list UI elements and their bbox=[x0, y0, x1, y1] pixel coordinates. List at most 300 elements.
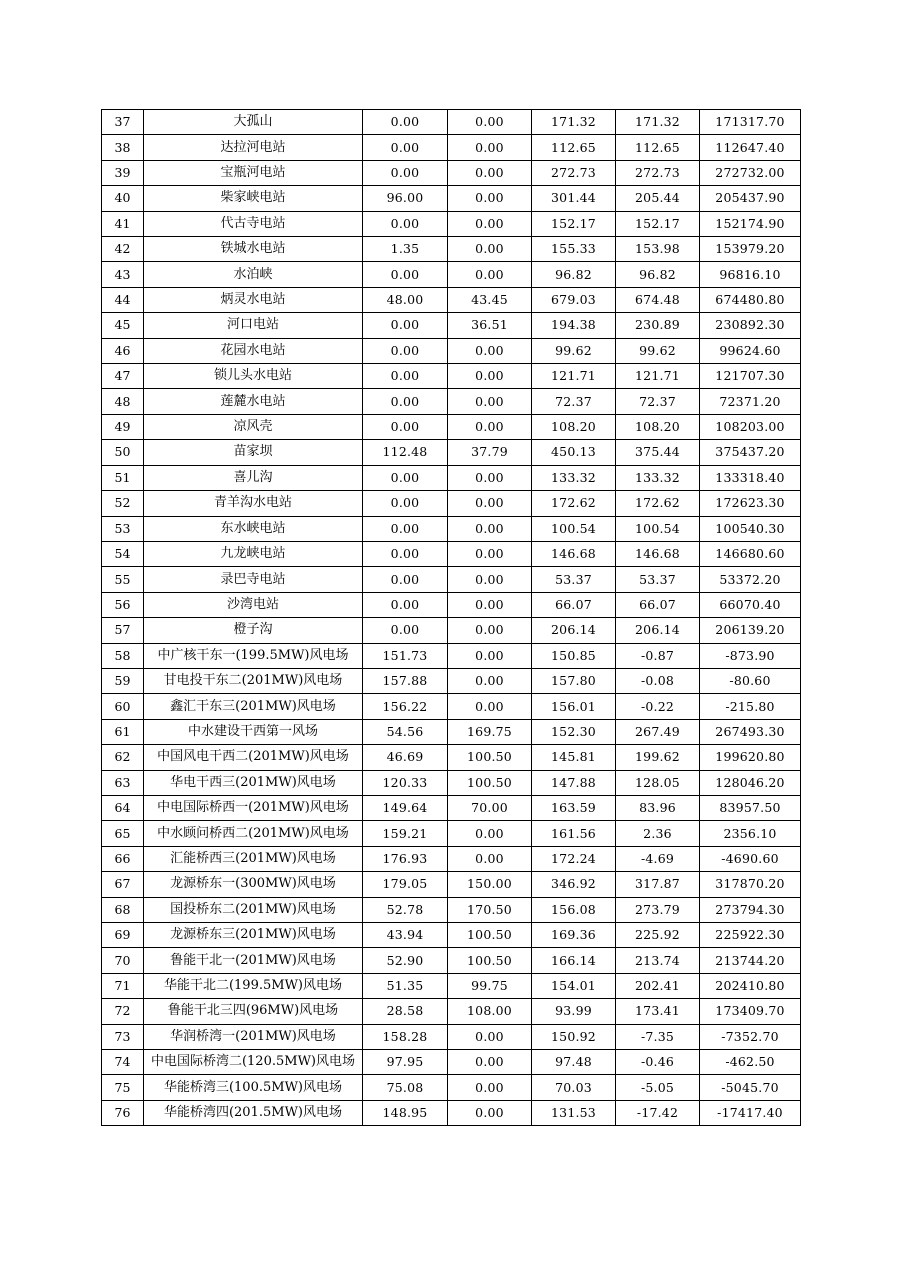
value-cell-4: 133.32 bbox=[616, 465, 700, 490]
value-cell-1: 52.78 bbox=[363, 897, 448, 922]
station-name-cell: 中电国际桥湾二(120.5MW)风电场 bbox=[144, 1050, 363, 1075]
value-cell-4: 96.82 bbox=[616, 262, 700, 287]
row-number-cell: 67 bbox=[102, 872, 144, 897]
value-cell-4: 152.17 bbox=[616, 211, 700, 236]
value-cell-5: -17417.40 bbox=[700, 1100, 801, 1125]
table-row bbox=[102, 465, 801, 490]
station-name-cell: 河口电站 bbox=[144, 313, 363, 338]
value-cell-2: 108.00 bbox=[448, 999, 532, 1024]
table-row bbox=[102, 1100, 801, 1125]
value-cell-2: 0.00 bbox=[448, 237, 532, 262]
value-cell-2: 0.00 bbox=[448, 414, 532, 439]
value-cell-3: 194.38 bbox=[532, 313, 616, 338]
row-number-cell: 62 bbox=[102, 745, 144, 770]
value-cell-5: -215.80 bbox=[700, 694, 801, 719]
value-cell-2: 0.00 bbox=[448, 643, 532, 668]
value-cell-5: -80.60 bbox=[700, 668, 801, 693]
table-row bbox=[102, 846, 801, 871]
value-cell-1: 0.00 bbox=[363, 567, 448, 592]
value-cell-5: 272732.00 bbox=[700, 160, 801, 185]
value-cell-2: 0.00 bbox=[448, 1075, 532, 1100]
value-cell-5: -873.90 bbox=[700, 643, 801, 668]
value-cell-4: 112.65 bbox=[616, 135, 700, 160]
value-cell-1: 0.00 bbox=[363, 389, 448, 414]
table-row bbox=[102, 1075, 801, 1100]
table-row bbox=[102, 567, 801, 592]
row-number-cell: 76 bbox=[102, 1100, 144, 1125]
value-cell-1: 148.95 bbox=[363, 1100, 448, 1125]
station-name-cell: 橙子沟 bbox=[144, 618, 363, 643]
value-cell-5: 213744.20 bbox=[700, 948, 801, 973]
value-cell-3: 131.53 bbox=[532, 1100, 616, 1125]
value-cell-5: 225922.30 bbox=[700, 923, 801, 948]
value-cell-2: 0.00 bbox=[448, 160, 532, 185]
value-cell-5: 273794.30 bbox=[700, 897, 801, 922]
row-number-cell: 58 bbox=[102, 643, 144, 668]
value-cell-3: 97.48 bbox=[532, 1050, 616, 1075]
value-cell-3: 156.08 bbox=[532, 897, 616, 922]
value-cell-3: 171.32 bbox=[532, 110, 616, 135]
value-cell-3: 121.71 bbox=[532, 364, 616, 389]
value-cell-5: 108203.00 bbox=[700, 414, 801, 439]
value-cell-5: 53372.20 bbox=[700, 567, 801, 592]
value-cell-5: -4690.60 bbox=[700, 846, 801, 871]
station-name-cell: 龙源桥东一(300MW)风电场 bbox=[144, 872, 363, 897]
value-cell-4: 53.37 bbox=[616, 567, 700, 592]
table-row bbox=[102, 999, 801, 1024]
value-cell-3: 272.73 bbox=[532, 160, 616, 185]
value-cell-2: 0.00 bbox=[448, 186, 532, 211]
value-cell-4: 173.41 bbox=[616, 999, 700, 1024]
value-cell-5: -7352.70 bbox=[700, 1024, 801, 1049]
value-cell-4: 199.62 bbox=[616, 745, 700, 770]
value-cell-5: 152174.90 bbox=[700, 211, 801, 236]
station-name-cell: 华电干西三(201MW)风电场 bbox=[144, 770, 363, 795]
value-cell-3: 93.99 bbox=[532, 999, 616, 1024]
value-cell-5: 172623.30 bbox=[700, 491, 801, 516]
row-number-cell: 46 bbox=[102, 338, 144, 363]
station-name-cell: 东水峡电站 bbox=[144, 516, 363, 541]
value-cell-2: 170.50 bbox=[448, 897, 532, 922]
value-cell-3: 66.07 bbox=[532, 592, 616, 617]
value-cell-1: 52.90 bbox=[363, 948, 448, 973]
value-cell-3: 96.82 bbox=[532, 262, 616, 287]
value-cell-2: 169.75 bbox=[448, 719, 532, 744]
station-name-cell: 录巴寺电站 bbox=[144, 567, 363, 592]
station-name-cell: 凉风壳 bbox=[144, 414, 363, 439]
value-cell-1: 75.08 bbox=[363, 1075, 448, 1100]
value-cell-4: -5.05 bbox=[616, 1075, 700, 1100]
table-row bbox=[102, 491, 801, 516]
value-cell-2: 0.00 bbox=[448, 465, 532, 490]
value-cell-3: 152.17 bbox=[532, 211, 616, 236]
value-cell-4: 230.89 bbox=[616, 313, 700, 338]
row-number-cell: 57 bbox=[102, 618, 144, 643]
value-cell-3: 163.59 bbox=[532, 795, 616, 820]
value-cell-1: 158.28 bbox=[363, 1024, 448, 1049]
value-cell-4: -17.42 bbox=[616, 1100, 700, 1125]
value-cell-2: 100.50 bbox=[448, 770, 532, 795]
value-cell-4: 674.48 bbox=[616, 287, 700, 312]
value-cell-1: 0.00 bbox=[363, 338, 448, 363]
value-cell-4: 205.44 bbox=[616, 186, 700, 211]
value-cell-4: 225.92 bbox=[616, 923, 700, 948]
row-number-cell: 51 bbox=[102, 465, 144, 490]
value-cell-2: 0.00 bbox=[448, 262, 532, 287]
value-cell-5: 112647.40 bbox=[700, 135, 801, 160]
value-cell-1: 0.00 bbox=[363, 618, 448, 643]
value-cell-3: 206.14 bbox=[532, 618, 616, 643]
value-cell-4: 146.68 bbox=[616, 541, 700, 566]
row-number-cell: 43 bbox=[102, 262, 144, 287]
value-cell-2: 0.00 bbox=[448, 694, 532, 719]
value-cell-2: 0.00 bbox=[448, 567, 532, 592]
row-number-cell: 55 bbox=[102, 567, 144, 592]
value-cell-4: 273.79 bbox=[616, 897, 700, 922]
station-name-cell: 华能桥湾三(100.5MW)风电场 bbox=[144, 1075, 363, 1100]
value-cell-5: 674480.80 bbox=[700, 287, 801, 312]
value-cell-2: 37.79 bbox=[448, 440, 532, 465]
value-cell-5: 2356.10 bbox=[700, 821, 801, 846]
value-cell-1: 112.48 bbox=[363, 440, 448, 465]
value-cell-2: 150.00 bbox=[448, 872, 532, 897]
row-number-cell: 42 bbox=[102, 237, 144, 262]
station-name-cell: 甘电投干东二(201MW)风电场 bbox=[144, 668, 363, 693]
value-cell-4: 83.96 bbox=[616, 795, 700, 820]
value-cell-1: 96.00 bbox=[363, 186, 448, 211]
station-name-cell: 柴家峡电站 bbox=[144, 186, 363, 211]
row-number-cell: 49 bbox=[102, 414, 144, 439]
table-row bbox=[102, 440, 801, 465]
row-number-cell: 53 bbox=[102, 516, 144, 541]
value-cell-2: 0.00 bbox=[448, 135, 532, 160]
value-cell-4: -0.46 bbox=[616, 1050, 700, 1075]
value-cell-4: 171.32 bbox=[616, 110, 700, 135]
value-cell-1: 157.88 bbox=[363, 668, 448, 693]
value-cell-5: 230892.30 bbox=[700, 313, 801, 338]
value-cell-2: 70.00 bbox=[448, 795, 532, 820]
value-cell-3: 155.33 bbox=[532, 237, 616, 262]
value-cell-1: 97.95 bbox=[363, 1050, 448, 1075]
value-cell-4: 213.74 bbox=[616, 948, 700, 973]
value-cell-2: 100.50 bbox=[448, 923, 532, 948]
value-cell-1: 0.00 bbox=[363, 414, 448, 439]
table-row bbox=[102, 262, 801, 287]
table-row bbox=[102, 414, 801, 439]
row-number-cell: 50 bbox=[102, 440, 144, 465]
value-cell-1: 48.00 bbox=[363, 287, 448, 312]
table-row bbox=[102, 186, 801, 211]
value-cell-5: 206139.20 bbox=[700, 618, 801, 643]
table-row bbox=[102, 897, 801, 922]
station-name-cell: 达拉河电站 bbox=[144, 135, 363, 160]
station-name-cell: 华能桥湾四(201.5MW)风电场 bbox=[144, 1100, 363, 1125]
row-number-cell: 70 bbox=[102, 948, 144, 973]
value-cell-1: 54.56 bbox=[363, 719, 448, 744]
table-row bbox=[102, 237, 801, 262]
table-row bbox=[102, 872, 801, 897]
table-row bbox=[102, 923, 801, 948]
row-number-cell: 63 bbox=[102, 770, 144, 795]
station-name-cell: 鲁能干北一(201MW)风电场 bbox=[144, 948, 363, 973]
value-cell-4: 272.73 bbox=[616, 160, 700, 185]
row-number-cell: 65 bbox=[102, 821, 144, 846]
row-number-cell: 66 bbox=[102, 846, 144, 871]
value-cell-3: 169.36 bbox=[532, 923, 616, 948]
table-row bbox=[102, 338, 801, 363]
row-number-cell: 61 bbox=[102, 719, 144, 744]
value-cell-5: 99624.60 bbox=[700, 338, 801, 363]
value-cell-4: 172.62 bbox=[616, 491, 700, 516]
data-table bbox=[101, 109, 801, 1126]
value-cell-4: -7.35 bbox=[616, 1024, 700, 1049]
value-cell-1: 156.22 bbox=[363, 694, 448, 719]
value-cell-3: 145.81 bbox=[532, 745, 616, 770]
value-cell-3: 108.20 bbox=[532, 414, 616, 439]
value-cell-1: 0.00 bbox=[363, 491, 448, 516]
value-cell-5: 128046.20 bbox=[700, 770, 801, 795]
value-cell-1: 120.33 bbox=[363, 770, 448, 795]
station-name-cell: 大孤山 bbox=[144, 110, 363, 135]
value-cell-4: -0.22 bbox=[616, 694, 700, 719]
value-cell-3: 166.14 bbox=[532, 948, 616, 973]
station-name-cell: 铁城水电站 bbox=[144, 237, 363, 262]
value-cell-3: 156.01 bbox=[532, 694, 616, 719]
row-number-cell: 38 bbox=[102, 135, 144, 160]
value-cell-2: 0.00 bbox=[448, 211, 532, 236]
value-cell-5: 205437.90 bbox=[700, 186, 801, 211]
value-cell-3: 53.37 bbox=[532, 567, 616, 592]
value-cell-2: 43.45 bbox=[448, 287, 532, 312]
value-cell-4: 121.71 bbox=[616, 364, 700, 389]
value-cell-4: 72.37 bbox=[616, 389, 700, 414]
value-cell-4: 2.36 bbox=[616, 821, 700, 846]
value-cell-1: 0.00 bbox=[363, 465, 448, 490]
value-cell-1: 0.00 bbox=[363, 262, 448, 287]
table-row bbox=[102, 618, 801, 643]
value-cell-5: 72371.20 bbox=[700, 389, 801, 414]
station-name-cell: 华润桥湾一(201MW)风电场 bbox=[144, 1024, 363, 1049]
station-name-cell: 中水建设干西第一风场 bbox=[144, 719, 363, 744]
value-cell-4: 100.54 bbox=[616, 516, 700, 541]
row-number-cell: 37 bbox=[102, 110, 144, 135]
table-row bbox=[102, 643, 801, 668]
table-body bbox=[102, 110, 801, 1126]
row-number-cell: 39 bbox=[102, 160, 144, 185]
value-cell-1: 46.69 bbox=[363, 745, 448, 770]
value-cell-2: 0.00 bbox=[448, 821, 532, 846]
station-name-cell: 汇能桥西三(201MW)风电场 bbox=[144, 846, 363, 871]
table-row bbox=[102, 110, 801, 135]
station-name-cell: 国投桥东二(201MW)风电场 bbox=[144, 897, 363, 922]
value-cell-1: 149.64 bbox=[363, 795, 448, 820]
row-number-cell: 52 bbox=[102, 491, 144, 516]
station-name-cell: 中国风电干西二(201MW)风电场 bbox=[144, 745, 363, 770]
value-cell-2: 99.75 bbox=[448, 973, 532, 998]
value-cell-2: 0.00 bbox=[448, 1100, 532, 1125]
table-row bbox=[102, 541, 801, 566]
value-cell-4: 66.07 bbox=[616, 592, 700, 617]
value-cell-4: 99.62 bbox=[616, 338, 700, 363]
value-cell-5: -5045.70 bbox=[700, 1075, 801, 1100]
table-row bbox=[102, 313, 801, 338]
value-cell-1: 0.00 bbox=[363, 592, 448, 617]
value-cell-3: 150.92 bbox=[532, 1024, 616, 1049]
value-cell-2: 0.00 bbox=[448, 846, 532, 871]
value-cell-3: 100.54 bbox=[532, 516, 616, 541]
value-cell-3: 147.88 bbox=[532, 770, 616, 795]
table-row bbox=[102, 287, 801, 312]
table-row bbox=[102, 770, 801, 795]
row-number-cell: 44 bbox=[102, 287, 144, 312]
table-row bbox=[102, 211, 801, 236]
station-name-cell: 龙源桥东三(201MW)风电场 bbox=[144, 923, 363, 948]
value-cell-4: 317.87 bbox=[616, 872, 700, 897]
value-cell-1: 0.00 bbox=[363, 135, 448, 160]
value-cell-4: -0.87 bbox=[616, 643, 700, 668]
value-cell-2: 0.00 bbox=[448, 389, 532, 414]
value-cell-3: 172.24 bbox=[532, 846, 616, 871]
value-cell-3: 72.37 bbox=[532, 389, 616, 414]
station-name-cell: 炳灵水电站 bbox=[144, 287, 363, 312]
table-row bbox=[102, 719, 801, 744]
value-cell-2: 100.50 bbox=[448, 948, 532, 973]
value-cell-3: 150.85 bbox=[532, 643, 616, 668]
table-row bbox=[102, 1050, 801, 1075]
value-cell-2: 0.00 bbox=[448, 338, 532, 363]
value-cell-2: 0.00 bbox=[448, 491, 532, 516]
value-cell-5: 267493.30 bbox=[700, 719, 801, 744]
value-cell-2: 0.00 bbox=[448, 516, 532, 541]
station-name-cell: 鲁能干北三四(96MW)风电场 bbox=[144, 999, 363, 1024]
value-cell-1: 43.94 bbox=[363, 923, 448, 948]
table-row bbox=[102, 948, 801, 973]
value-cell-3: 450.13 bbox=[532, 440, 616, 465]
table-row bbox=[102, 795, 801, 820]
station-name-cell: 宝瓶河电站 bbox=[144, 160, 363, 185]
value-cell-4: 267.49 bbox=[616, 719, 700, 744]
data-table-container bbox=[101, 109, 800, 1126]
value-cell-1: 0.00 bbox=[363, 364, 448, 389]
value-cell-5: 146680.60 bbox=[700, 541, 801, 566]
station-name-cell: 莲麓水电站 bbox=[144, 389, 363, 414]
row-number-cell: 72 bbox=[102, 999, 144, 1024]
value-cell-3: 146.68 bbox=[532, 541, 616, 566]
value-cell-2: 100.50 bbox=[448, 745, 532, 770]
row-number-cell: 64 bbox=[102, 795, 144, 820]
row-number-cell: 73 bbox=[102, 1024, 144, 1049]
table-row bbox=[102, 973, 801, 998]
value-cell-5: 375437.20 bbox=[700, 440, 801, 465]
row-number-cell: 45 bbox=[102, 313, 144, 338]
row-number-cell: 40 bbox=[102, 186, 144, 211]
row-number-cell: 69 bbox=[102, 923, 144, 948]
value-cell-2: 0.00 bbox=[448, 364, 532, 389]
station-name-cell: 沙湾电站 bbox=[144, 592, 363, 617]
value-cell-4: 202.41 bbox=[616, 973, 700, 998]
table-row bbox=[102, 694, 801, 719]
value-cell-3: 679.03 bbox=[532, 287, 616, 312]
value-cell-2: 36.51 bbox=[448, 313, 532, 338]
row-number-cell: 59 bbox=[102, 668, 144, 693]
row-number-cell: 74 bbox=[102, 1050, 144, 1075]
value-cell-5: 202410.80 bbox=[700, 973, 801, 998]
value-cell-1: 0.00 bbox=[363, 516, 448, 541]
row-number-cell: 60 bbox=[102, 694, 144, 719]
value-cell-2: 0.00 bbox=[448, 110, 532, 135]
value-cell-5: 153979.20 bbox=[700, 237, 801, 262]
value-cell-1: 0.00 bbox=[363, 110, 448, 135]
value-cell-3: 152.30 bbox=[532, 719, 616, 744]
table-row bbox=[102, 160, 801, 185]
value-cell-4: -0.08 bbox=[616, 668, 700, 693]
station-name-cell: 九龙峡电站 bbox=[144, 541, 363, 566]
value-cell-4: 206.14 bbox=[616, 618, 700, 643]
row-number-cell: 47 bbox=[102, 364, 144, 389]
row-number-cell: 48 bbox=[102, 389, 144, 414]
station-name-cell: 喜儿沟 bbox=[144, 465, 363, 490]
value-cell-2: 0.00 bbox=[448, 668, 532, 693]
value-cell-5: 133318.40 bbox=[700, 465, 801, 490]
value-cell-5: 100540.30 bbox=[700, 516, 801, 541]
station-name-cell: 中水顾问桥西二(201MW)风电场 bbox=[144, 821, 363, 846]
value-cell-5: -462.50 bbox=[700, 1050, 801, 1075]
value-cell-3: 301.44 bbox=[532, 186, 616, 211]
station-name-cell: 中广核干东一(199.5MW)风电场 bbox=[144, 643, 363, 668]
value-cell-5: 66070.40 bbox=[700, 592, 801, 617]
value-cell-3: 154.01 bbox=[532, 973, 616, 998]
value-cell-3: 112.65 bbox=[532, 135, 616, 160]
value-cell-1: 176.93 bbox=[363, 846, 448, 871]
value-cell-5: 96816.10 bbox=[700, 262, 801, 287]
value-cell-1: 0.00 bbox=[363, 541, 448, 566]
value-cell-5: 317870.20 bbox=[700, 872, 801, 897]
value-cell-5: 199620.80 bbox=[700, 745, 801, 770]
table-row bbox=[102, 516, 801, 541]
value-cell-2: 0.00 bbox=[448, 1050, 532, 1075]
table-row bbox=[102, 1024, 801, 1049]
station-name-cell: 鑫汇干东三(201MW)风电场 bbox=[144, 694, 363, 719]
value-cell-5: 121707.30 bbox=[700, 364, 801, 389]
value-cell-1: 28.58 bbox=[363, 999, 448, 1024]
table-row bbox=[102, 135, 801, 160]
station-name-cell: 苗家坝 bbox=[144, 440, 363, 465]
row-number-cell: 71 bbox=[102, 973, 144, 998]
value-cell-4: 153.98 bbox=[616, 237, 700, 262]
table-row bbox=[102, 592, 801, 617]
value-cell-1: 151.73 bbox=[363, 643, 448, 668]
row-number-cell: 41 bbox=[102, 211, 144, 236]
station-name-cell: 中电国际桥西一(201MW)风电场 bbox=[144, 795, 363, 820]
table-row bbox=[102, 821, 801, 846]
value-cell-1: 179.05 bbox=[363, 872, 448, 897]
row-number-cell: 54 bbox=[102, 541, 144, 566]
table-row bbox=[102, 745, 801, 770]
table-row bbox=[102, 364, 801, 389]
value-cell-3: 99.62 bbox=[532, 338, 616, 363]
value-cell-2: 0.00 bbox=[448, 592, 532, 617]
row-number-cell: 56 bbox=[102, 592, 144, 617]
value-cell-4: 128.05 bbox=[616, 770, 700, 795]
value-cell-3: 161.56 bbox=[532, 821, 616, 846]
value-cell-1: 51.35 bbox=[363, 973, 448, 998]
value-cell-1: 1.35 bbox=[363, 237, 448, 262]
station-name-cell: 锁儿头水电站 bbox=[144, 364, 363, 389]
value-cell-3: 157.80 bbox=[532, 668, 616, 693]
value-cell-2: 0.00 bbox=[448, 618, 532, 643]
value-cell-4: 375.44 bbox=[616, 440, 700, 465]
value-cell-1: 0.00 bbox=[363, 160, 448, 185]
